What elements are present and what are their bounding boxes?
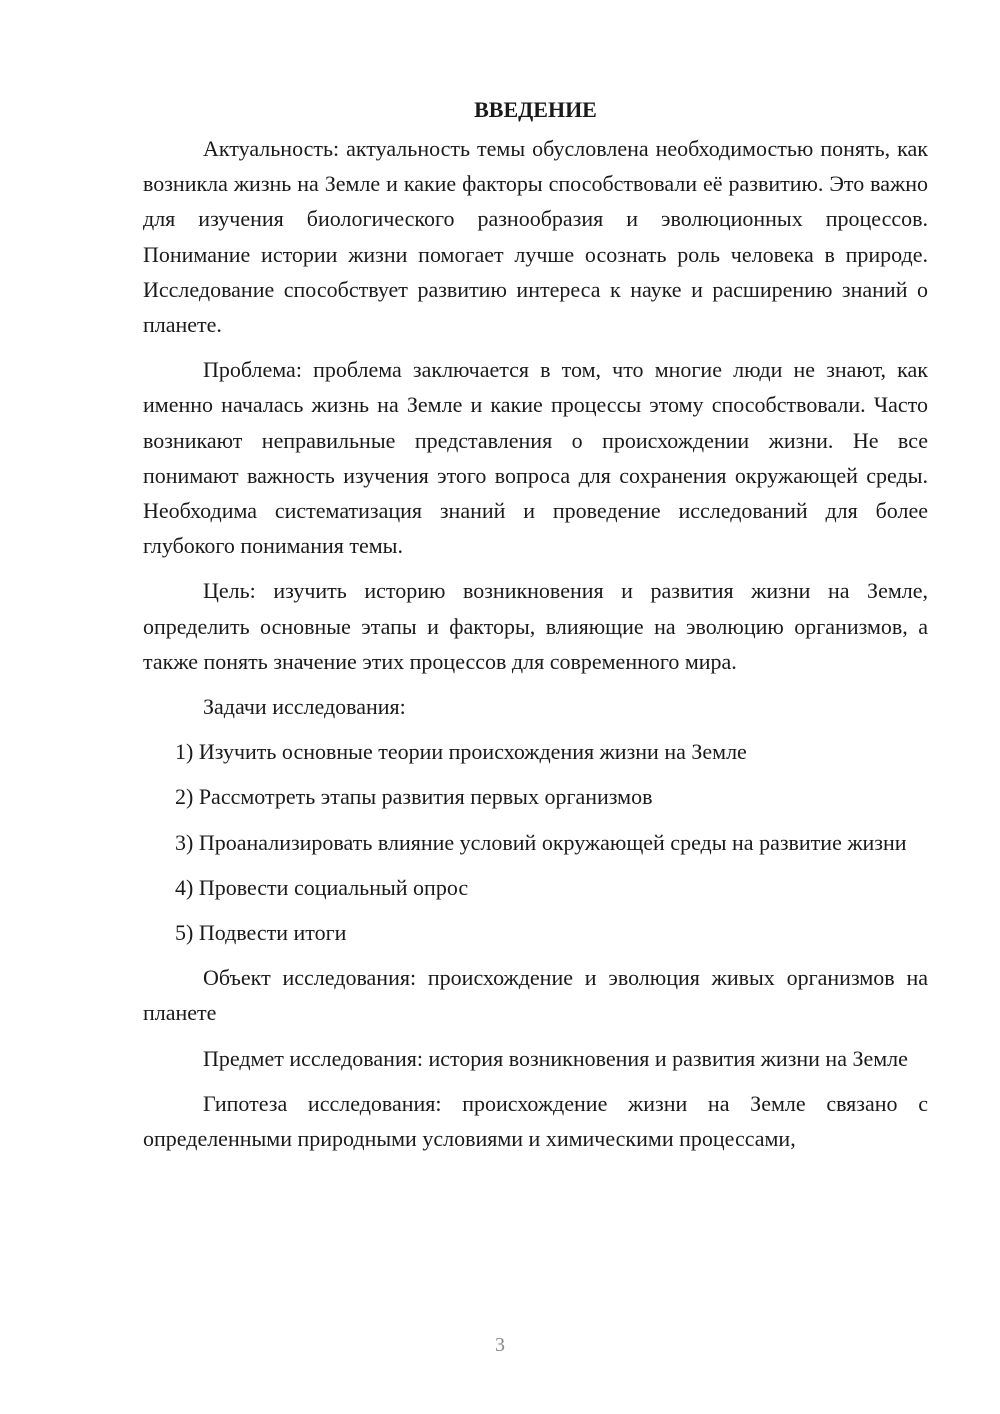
list-item-task-5: 5) Подвести итоги <box>175 920 347 946</box>
list-item-task-2: 2) Рассмотреть этапы развития первых организмов <box>175 784 653 810</box>
paragraph-goal: Цель: изучить историю возникновения и развития жизни на Земле, определить основные этапы и факторы, влияющие на эволюцию организмов, а также понять значение этих процессов для современного мира. <box>143 578 928 674</box>
tasks-heading: Задачи исследования: <box>203 694 406 720</box>
list-item-task-1: 1) Изучить основные теории происхождения жизни на Земле <box>175 739 747 765</box>
paragraph-relevance: Актуальность: актуальность темы обусловлена необходимостью понять, как возникла жизнь на Земле и какие факторы способствовали её развитию. Это важно для изучения биологического разнообразия и эволюционных процессов. Понимание истории жизни помогает лучше осознать роль человека в природе. Исследование способствует развитию интереса к науке и расширению знаний о планете. <box>143 136 928 338</box>
list-item-task-4: 4) Провести социальный опрос <box>175 874 469 900</box>
paragraph-object: Объект исследования: происхождение и эволюция живых организмов на планете <box>143 965 928 1026</box>
page-title: ВВЕДЕНИЕ <box>474 97 597 122</box>
paragraph-hypothesis: Гипотеза исследования: происхождение жизни на Земле связано с определенными природными условиями и химическими процессами, <box>143 1090 928 1152</box>
list-item-task-3: 3) Проанализировать влияние условий окружающей среды на развитие жизни <box>175 829 907 855</box>
paragraph-subject: Предмет исследования: история возникновения и развития жизни на Земле <box>203 1045 908 1071</box>
page-number: 3 <box>495 1334 505 1356</box>
document-page <box>143 92 928 1166</box>
paragraph-problem: Проблема: проблема заключается в том, что многие люди не знают, как именно началась жизнь на Земле и какие процессы этому способствовали. Часто возникают неправильные представления о происхождении жизни. Не все понимают важность изучения этого вопроса для сохранения окружающей среды. Необходима систематизация знаний и проведение исследований для более глубокого понимания темы. <box>143 357 928 559</box>
